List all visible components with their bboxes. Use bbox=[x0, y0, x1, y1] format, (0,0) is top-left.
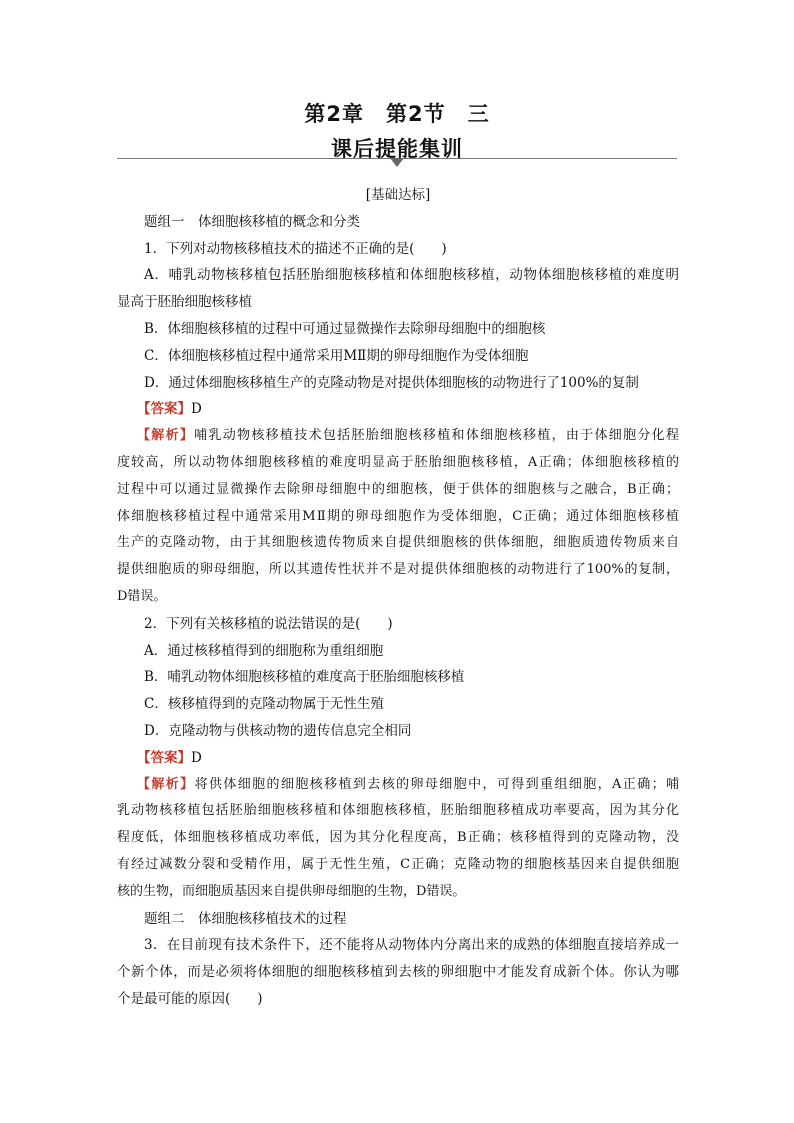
q3-stem-line2: 个新个体，而是必须将体细胞的细胞核移植到去核的卵细胞中才能发育成新个体。你认为哪 bbox=[117, 964, 679, 981]
q1-analysis bbox=[117, 423, 679, 611]
q2-answer-value: D bbox=[191, 749, 202, 766]
document-body bbox=[117, 182, 679, 1013]
q3-stem-line1: 3．在目前现有技术条件下，还不能将从动物体内分离出来的成熟的体细胞直接培养成一 bbox=[144, 937, 679, 954]
q1-option-b: B．体细胞核移植的过程中可通过显微操作去除卵母细胞中的细胞核 bbox=[144, 320, 546, 337]
q1-analysis-text: 哺乳动物核移植技术包括胚胎细胞核移植和体细胞核移植，由于体细胞分化程 bbox=[194, 428, 679, 444]
q1-stem: 1．下列对动物核移植技术的描述不正确的是( ) bbox=[144, 240, 447, 257]
triangle-marker-icon bbox=[390, 158, 404, 167]
q1-analysis-line6: 提供细胞质的卵母细胞，所以其遗传性状并不是对提供体细胞核的动物进行了100%的复制， bbox=[117, 562, 679, 578]
q2-analysis-line1 bbox=[117, 772, 679, 799]
q1-answer bbox=[117, 396, 679, 423]
q3-stem-line3: 个是最可能的原因( ) bbox=[117, 990, 263, 1007]
q1-option-c: C．体细胞核移植过程中通常采用MⅡ期的卵母细胞作为受体细胞 bbox=[144, 347, 529, 364]
chapter-title: 第2章 第2节 三 bbox=[304, 102, 490, 126]
group2-title: 题组二 体细胞核移植技术的过程 bbox=[144, 910, 347, 927]
q2-analysis-line5: 核的生物，而细胞质基因来自提供卵母细胞的生物，D错误。 bbox=[117, 883, 466, 899]
group1-title: 题组一 体细胞核移植的概念和分类 bbox=[144, 213, 360, 230]
q1-analysis-line5: 生产的克隆动物，由于其细胞核遗传物质来自提供细胞核的供体细胞，细胞质遗传物质来自 bbox=[117, 535, 679, 551]
q1-option-a-line1: A．哺乳动物核移植包括胚胎细胞核移植和体细胞核移植，动物体细胞核移植的难度明 bbox=[144, 267, 679, 284]
answer-tag: 【答案】 bbox=[137, 401, 191, 418]
q2-analysis-text: 将供体细胞的细胞核移植到去核的卵母细胞中，可得到重组细胞，A正确；哺 bbox=[194, 776, 679, 792]
q2-option-a: A．通过核移植得到的细胞称为重组细胞 bbox=[144, 642, 384, 659]
q1-answer-value: D bbox=[191, 401, 202, 418]
analysis-tag: 【解析】 bbox=[137, 428, 195, 444]
q1-analysis-line2: 度较高，所以动物体细胞核移植的难度明显高于胚胎细胞核移植，A正确；体细胞核移植的 bbox=[117, 454, 679, 470]
q2-analysis bbox=[117, 772, 679, 906]
q2-analysis-line2: 乳动物核移植包括胚胎细胞核移植和体细胞核移植，胚胎细胞移植成功率要高，因为其分化 bbox=[117, 803, 679, 819]
q1-analysis-line7: D错误。 bbox=[117, 588, 167, 604]
answer-tag: 【答案】 bbox=[137, 749, 191, 766]
page-subtitle: 课后提能集训 bbox=[331, 137, 463, 161]
analysis-tag: 【解析】 bbox=[137, 776, 195, 792]
q1-analysis-line3: 过程中可以通过显微操作去除卵母细胞中的细胞核，便于供体的细胞核与之融合，B正确； bbox=[117, 481, 679, 497]
q1-option-d: D．通过体细胞核移植生产的克隆动物是对提供体细胞核的动物进行了100%的复制 bbox=[144, 374, 639, 391]
q2-stem: 2．下列有关核移植的说法错误的是( ) bbox=[144, 615, 393, 632]
q2-analysis-line3: 程度低，体细胞核移植成功率低，因为其分化程度高，B正确；核移植得到的克隆动物，没 bbox=[117, 830, 679, 846]
q2-answer bbox=[117, 745, 679, 772]
q2-analysis-line4: 有经过减数分裂和受精作用，属于无性生殖，C正确；克隆动物的细胞核基因来自提供细胞 bbox=[117, 856, 679, 872]
q2-option-d: D．克隆动物与供核动物的遗传信息完全相同 bbox=[144, 722, 412, 739]
q2-option-b: B．哺乳动物体细胞核移植的难度高于胚胎细胞核移植 bbox=[144, 669, 465, 686]
q1-analysis-line1 bbox=[117, 423, 679, 450]
q1-option-a-line2: 显高于胚胎细胞核移植 bbox=[117, 294, 252, 311]
q1-analysis-line4: 体细胞核移植过程中通常采用MⅡ期的卵母细胞作为受体细胞，C正确；通过体细胞核移植 bbox=[117, 508, 679, 524]
section-label: [基础达标] bbox=[365, 187, 431, 203]
q2-option-c: C．核移植得到的克隆动物属于无性生殖 bbox=[144, 696, 384, 713]
